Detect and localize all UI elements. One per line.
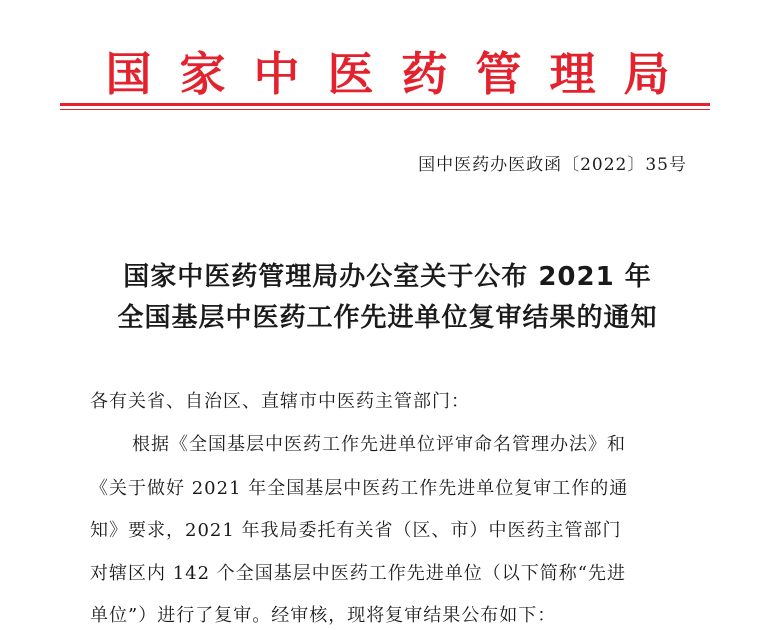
body-line: 单位”）进行了复审。经审核，现将复审结果公布如下： xyxy=(90,605,557,626)
letterhead-rule-thick xyxy=(60,103,710,106)
letterhead-rule-thin xyxy=(60,109,710,110)
body-line: 对辖区内 142 个全国基层中医药工作先进单位（以下简称“先进 xyxy=(90,563,626,584)
body-line: 知》要求，2021 年我局委托有关省（区、市）中医药主管部门 xyxy=(90,520,622,541)
body-line: 《关于做好 2021 年全国基层中医药工作先进单位复审工作的通 xyxy=(90,478,629,499)
notice-title-line-1: 国家中医药管理局办公室关于公布 2021 年 xyxy=(123,262,652,292)
letterhead-title: 国家中医药管理局 xyxy=(105,47,698,101)
salutation: 各有关省、自治区、直辖市中医药主管部门： xyxy=(90,391,470,412)
document-number: 国中医药办医政函〔2022〕35号 xyxy=(418,155,687,175)
body-line: 根据《全国基层中医药工作先进单位评审命名管理办法》和 xyxy=(132,434,626,455)
notice-title-line-2: 全国基层中医药工作先进单位复审结果的通知 xyxy=(117,303,658,333)
